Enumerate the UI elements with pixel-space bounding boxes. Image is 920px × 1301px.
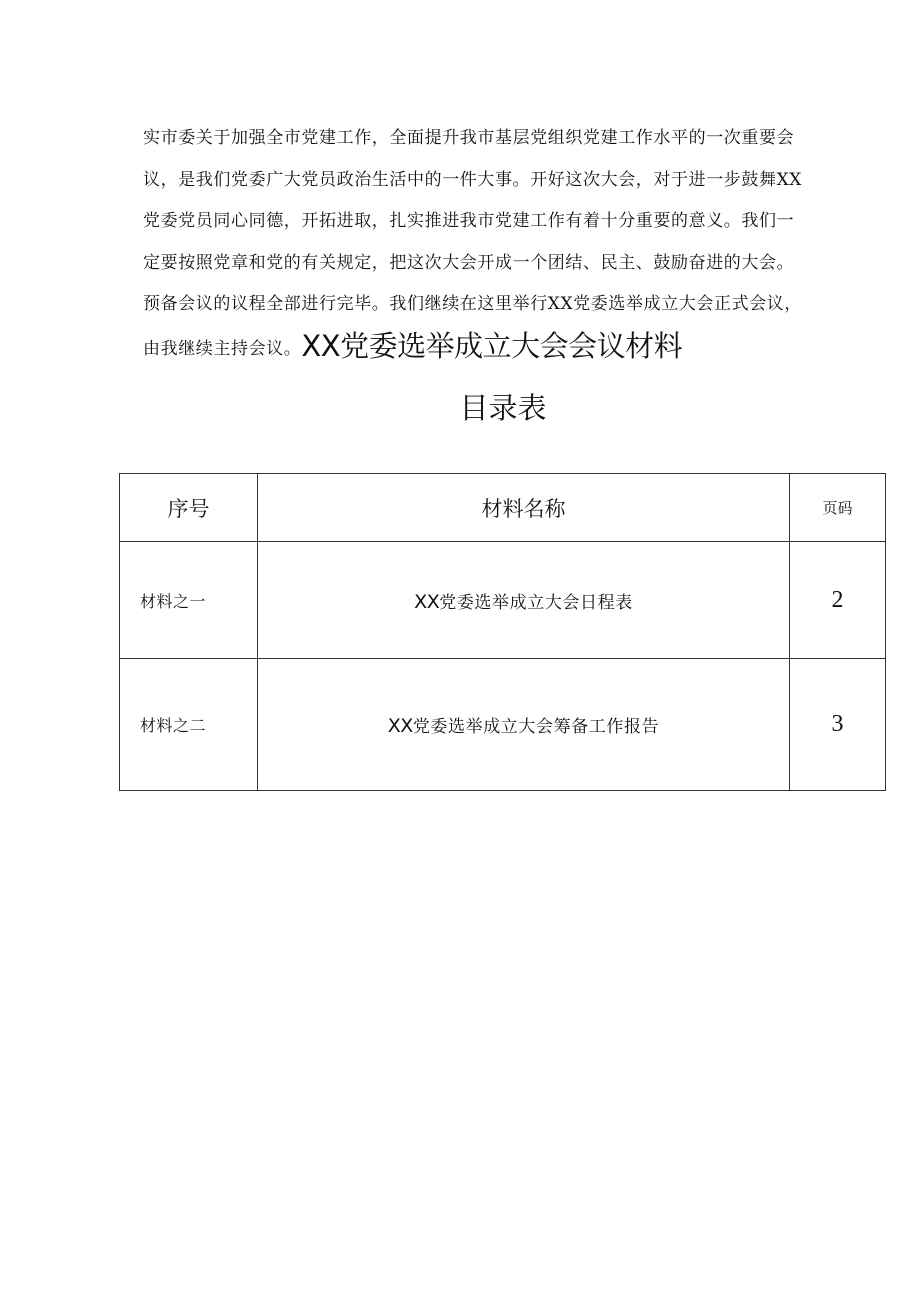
header-seq: 序号 bbox=[120, 474, 258, 542]
row-page: 3 bbox=[790, 659, 886, 791]
row-page: 2 bbox=[790, 542, 886, 659]
row-name bbox=[258, 542, 790, 659]
paragraph-line: 定要按照党章和党的有关规定，把这次大会开成一个团结、民主、鼓励奋进的大会。 bbox=[143, 252, 795, 273]
paragraph-line-last bbox=[143, 326, 883, 371]
row-name-rest: 党委选举成立大会筹备工作报告 bbox=[412, 717, 660, 737]
paragraph-line: 议，是我们党委广大党员政治生活中的一件大事。开好这次大会，对于进一步鼓舞XX bbox=[143, 169, 803, 190]
row-name-prefix: XX bbox=[387, 715, 413, 737]
toc-header-row bbox=[120, 474, 886, 542]
header-page: 页码 bbox=[790, 474, 886, 542]
row-seq: 材料之一 bbox=[120, 542, 258, 659]
document-title: XX党委选举成立大会会议材料 bbox=[301, 328, 683, 363]
row-name-rest: 党委选举成立大会日程表 bbox=[439, 592, 633, 613]
paragraph-line-text: 由我继续主持会议。 bbox=[143, 338, 302, 359]
paragraph-line: 党委党员同心同德，开拓进取，扎实推进我市党建工作有着十分重要的意义。我们一 bbox=[143, 211, 795, 231]
header-name: 材料名称 bbox=[258, 474, 790, 542]
row-name-prefix: XX bbox=[414, 590, 440, 613]
paragraph-line: 实市委关于加强全市党建工作，全面提升我市基层党组织党建工作水平的一次重要会 bbox=[143, 128, 795, 148]
table-row bbox=[120, 659, 886, 791]
toc-table bbox=[119, 473, 886, 791]
body-paragraph bbox=[143, 118, 883, 370]
row-seq: 材料之二 bbox=[120, 659, 258, 791]
table-row bbox=[120, 542, 886, 659]
paragraph-line: 预备会议的议程全部进行完毕。我们继续在这里举行XX党委选举成立大会正式会议， bbox=[143, 294, 803, 314]
row-name bbox=[258, 659, 790, 791]
document-subtitle: 目录表 bbox=[459, 391, 547, 425]
